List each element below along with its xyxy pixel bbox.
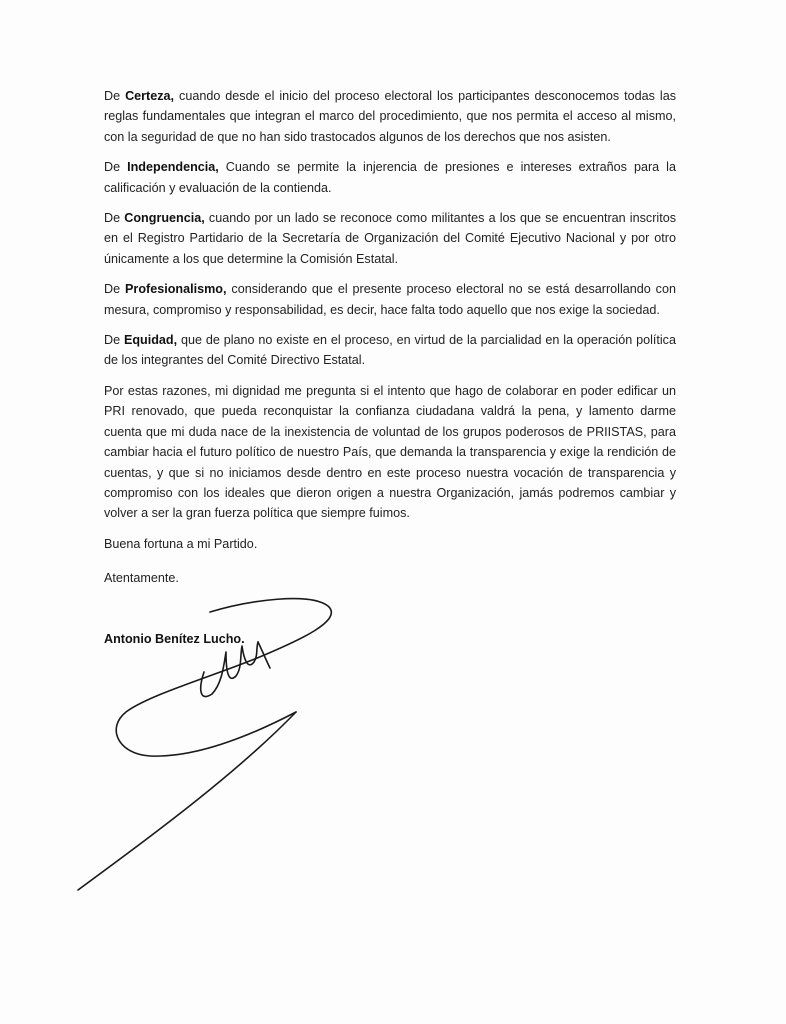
signer-name	[104, 629, 676, 649]
regards-line: Atentamente.	[104, 571, 179, 586]
paragraph-text: que de plano no existe en el proceso, en virtud de la parcialidad en la operación política de los integrantes del Comité Directivo Estatal.	[104, 333, 676, 368]
paragraph-prefix: De	[104, 160, 128, 175]
letter-body	[104, 86, 676, 663]
paragraph-congruencia	[104, 208, 676, 269]
principle-term: Congruencia,	[124, 211, 205, 226]
paragraph-prefix: De	[104, 211, 125, 226]
signer-name-text: Antonio Benítez Lucho.	[104, 631, 245, 646]
principle-term: Equidad,	[123, 333, 178, 348]
paragraph-text: cuando desde el inicio del proceso electoral los participantes desconocemos todas las reglas fundamentales que integran el marco del procedimiento, que nos permita el acceso al mismo, con la seguridad de que no han sido trastocados algunos de los derechos que nos asisten.	[104, 89, 676, 144]
paragraph-profesionalismo	[104, 279, 676, 320]
paragraph-text: Cuando se permite la injerencia de presiones e intereses extraños para la calificación y evaluación de la contienda.	[104, 160, 676, 195]
paragraph-prefix: De	[104, 89, 126, 103]
paragraph-text: cuando por un lado se reconoce como militantes a los que se encuentran inscritos en el Registro Partidario de la Secretaría de Organización del Comité Ejecutivo Nacional y por otro únicamente a los que determine la Comisión Estatal.	[104, 211, 676, 266]
principle-term: Certeza,	[125, 89, 175, 103]
paragraph-certeza	[104, 86, 676, 147]
paragraph-text: considerando que el presente proceso electoral no se está desarrollando con mesura, compromiso y responsabilidad, es decir, hace falta todo aquello que nos exige la sociedad.	[104, 282, 676, 317]
paragraph-equidad	[104, 330, 676, 371]
paragraph-prefix: De	[104, 282, 126, 297]
principle-term: Independencia,	[127, 160, 219, 175]
principle-term: Profesionalismo,	[125, 282, 227, 297]
paragraph-conclusion: Por estas razones, mi dignidad me pregunta si el intento que hago de colaborar en poder edificar un PRI renovado, que pueda reconquistar la confianza ciudadana valdrá la pena, y lamento darme cuenta que mi duda nace de la inexistencia de voluntad de los grupos poderosos de PRIISTAS, para cambiar hacia el futuro político de nuestro País, que demanda la transparencia y exige la rendición de cuentas, y que si no iniciamos desde dentro en este proceso nuestra vocación de transparencia y compromiso con los ideales que dieron origen a nuestra Organización, jamás podremos cambiar y volver a ser la gran fuerza política que siempre fuimos.	[104, 383, 676, 521]
farewell-line: Buena fortuna a mi Partido.	[104, 536, 258, 551]
paragraph-prefix: De	[104, 333, 124, 348]
letter-closing	[104, 534, 676, 649]
paragraph-independencia	[104, 157, 676, 198]
